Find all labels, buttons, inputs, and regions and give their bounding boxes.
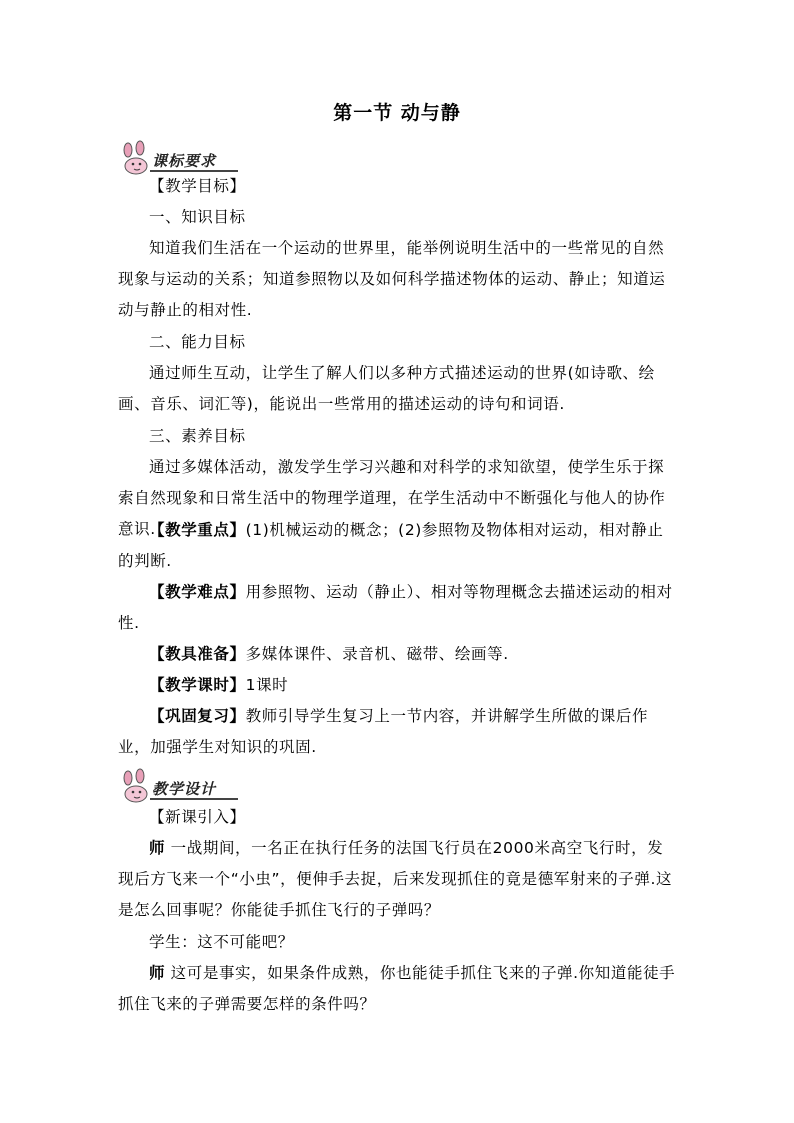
literacy-text: 通过多媒体活动，激发学生学习兴趣和对科学的求知欲望，使学生乐于探索自然现象和日常生活中的物理学道理，在学生活动中不断强化与他人的协作意识. (118, 458, 666, 538)
materials-paragraph (118, 639, 678, 670)
hours-label: 【教学课时】 (149, 676, 246, 694)
hours-text: 1课时 (245, 676, 289, 694)
banner-underline (150, 798, 238, 800)
section-banner-design (116, 768, 240, 804)
ability-text: 通过师生互动，让学生了解人们以多种方式描述运动的世界(如诗歌、绘画、音乐、词汇等)，能说出一些常用的描述运动的诗句和词语. (118, 364, 655, 413)
page-title: 第一节 动与静 (333, 102, 461, 124)
literacy-heading: 三、素养目标 (149, 427, 246, 445)
difficulties-label: 【教学难点】 (149, 583, 246, 601)
key-points-text: (1)机械运动的概念；(2)参照物及物体相对运动，相对静止的判断. (118, 521, 664, 570)
teacher-text: 一战期间，一名正在执行任务的法国飞行员在2000米高空飞行时，发现后方飞来一个“小虫”，便伸手去捉，后来发现抓住的竟是德军射来的子弹.这是怎么回事呢？你能徒手抓住飞行的子弹吗？ (118, 839, 673, 919)
materials-label: 【教具准备】 (149, 645, 246, 663)
knowledge-text: 知道我们生活在一个运动的世界里，能举例说明生活中的一些常见的自然现象与运动的关系；知道参照物以及如何科学描述物体的运动、静止；知道运动与静止的相对性. (118, 239, 666, 319)
key-points-label: 【教学重点】 (149, 521, 246, 539)
student-paragraph: 学生：这不可能吧？ (149, 933, 294, 951)
review-paragraph (118, 701, 678, 763)
teacher-paragraph-2 (118, 958, 678, 1020)
key-points-paragraph (118, 515, 678, 577)
section-banner-label: 教学设计 (152, 780, 217, 798)
knowledge-heading: 一、知识目标 (149, 208, 246, 226)
goals-heading: 【教学目标】 (149, 177, 246, 195)
intro-heading: 【新课引入】 (149, 808, 246, 826)
teacher-text: 这可是事实，如果条件成熟，你也能徒手抓住飞来的子弹.你知道能徒手抓住飞来的子弹需要怎样的条件吗？ (118, 964, 676, 1013)
difficulties-paragraph (118, 577, 678, 639)
teacher-label: 师 (149, 839, 166, 857)
hours-paragraph (118, 670, 678, 701)
teacher-paragraph-1 (118, 833, 678, 926)
section-banner-label: 课标要求 (152, 152, 217, 170)
teacher-label: 师 (149, 964, 166, 982)
review-label: 【巩固复习】 (149, 707, 246, 725)
ability-heading: 二、能力目标 (149, 333, 246, 351)
review-text: 教师引导学生复习上一节内容，并讲解学生所做的课后作业，加强学生对知识的巩固. (118, 707, 649, 756)
materials-text: 多媒体课件、录音机、磁带、绘画等. (245, 645, 509, 663)
difficulties-text: 用参照物、运动（静止）、相对等物理概念去描述运动的相对性. (118, 583, 673, 632)
